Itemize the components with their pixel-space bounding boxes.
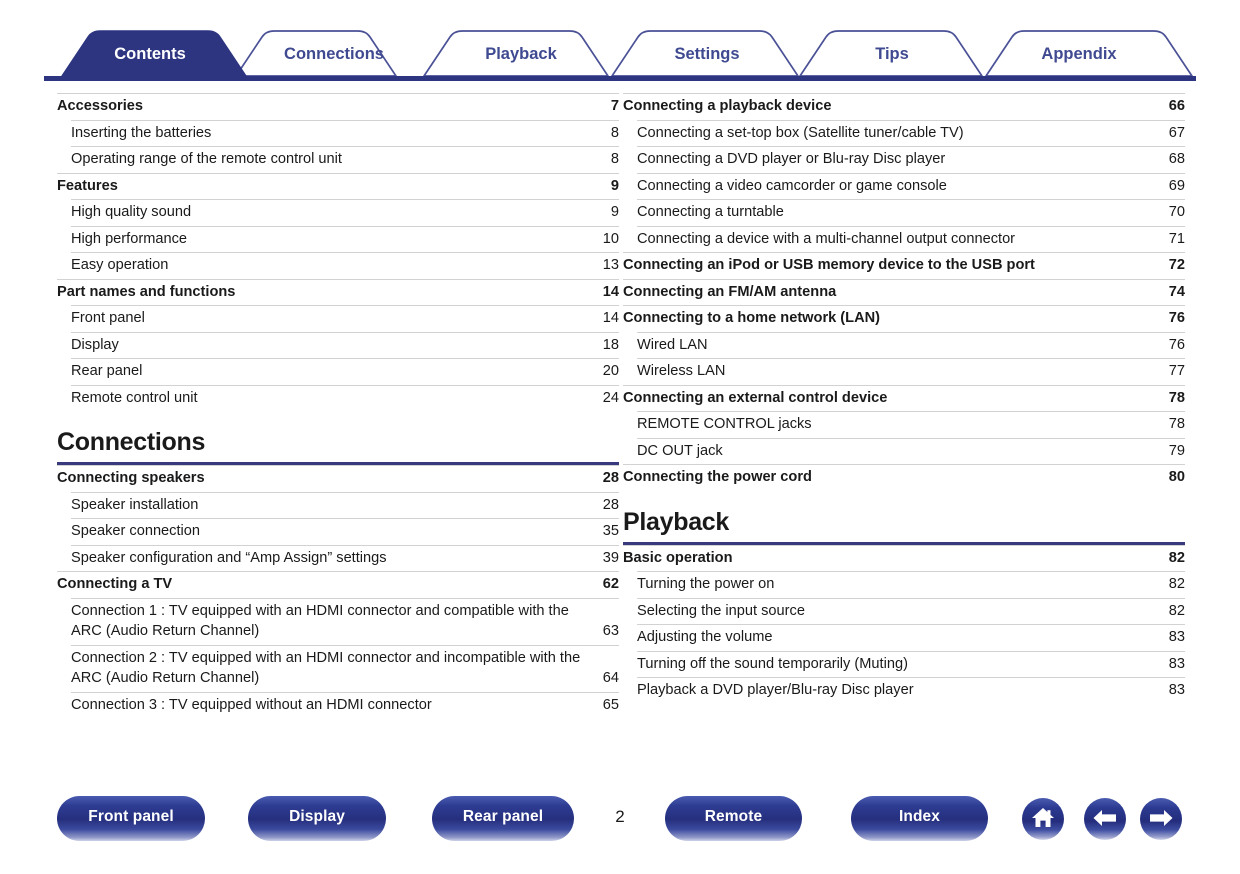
- toc-entry[interactable]: [623, 305, 1185, 332]
- toc-entry-title: Easy operation: [71, 257, 169, 273]
- toc-entry-title: REMOTE CONTROL jacks: [637, 416, 812, 432]
- toc-entry[interactable]: [71, 358, 619, 385]
- toc-entry[interactable]: [71, 645, 619, 692]
- toc-entry-title: Operating range of the remote control unit: [71, 151, 342, 167]
- toc-entry-title: Connecting a set-top box (Satellite tuner/cable TV): [637, 124, 964, 141]
- toc-entry[interactable]: [57, 173, 619, 200]
- toc-entry-page: 35: [602, 523, 619, 539]
- page-number: 2: [615, 807, 625, 826]
- toc-entry-title: Connecting a turntable: [637, 204, 784, 220]
- toc-entry-page: 70: [1168, 204, 1185, 220]
- toc-entry[interactable]: [637, 199, 1185, 226]
- tab-contents[interactable]: Contents: [114, 45, 186, 63]
- toc-entry-page: 82: [1168, 576, 1185, 592]
- toc-entry[interactable]: [71, 252, 619, 279]
- toc-entry-page: 8: [610, 151, 619, 167]
- toc-entry-title: Features: [57, 177, 118, 194]
- toc-entry-page: 78: [1168, 416, 1185, 432]
- toc-entry-page: 63: [602, 623, 619, 639]
- toc-entry-title: Basic operation: [623, 549, 733, 566]
- toc-entry-title: Part names and functions: [57, 283, 236, 300]
- footer-button-label: Front panel: [88, 807, 174, 825]
- toc-list: [57, 93, 619, 411]
- footer-button-label: Remote: [704, 807, 763, 825]
- toc-entry[interactable]: [637, 146, 1185, 173]
- toc-entry-title: Display: [71, 336, 119, 353]
- toc-entry[interactable]: [71, 385, 619, 412]
- toc-list: [623, 545, 1185, 704]
- footer-navigation: [0, 796, 1240, 860]
- section-heading: Connections: [57, 428, 206, 456]
- toc-entry-page: 28: [602, 470, 619, 486]
- toc-entry-title: Connecting a device with a multi-channel output connector: [637, 230, 1016, 247]
- toc-entry-page: 82: [1168, 602, 1185, 619]
- toc-entry-page: 82: [1168, 549, 1185, 566]
- toc-entry-page: 76: [1168, 336, 1185, 353]
- tab-settings[interactable]: Settings: [674, 45, 740, 63]
- toc-entry-page: 18: [602, 336, 619, 353]
- back-icon[interactable]: [1084, 798, 1126, 840]
- toc-entry-title: Rear panel: [71, 363, 143, 379]
- toc-entry-title: Connecting a DVD player or Blu-ray Disc player: [637, 151, 946, 167]
- toc-column-left: [57, 93, 619, 718]
- toc-entry-title: Connection 3 : TV equipped without an HDMI connector: [71, 696, 432, 713]
- toc-entry[interactable]: [57, 465, 619, 492]
- tab-tips[interactable]: Tips: [875, 45, 909, 63]
- toc-entry-page: 20: [602, 363, 619, 379]
- toc-entry-page: 79: [1168, 442, 1185, 459]
- toc-entry[interactable]: [57, 93, 619, 120]
- toc-entry[interactable]: [637, 438, 1185, 465]
- forward-icon[interactable]: [1140, 798, 1182, 840]
- toc-entry-page: 13: [602, 257, 619, 273]
- toc-entry-page: 14: [602, 283, 619, 300]
- toc-entry-page: 64: [602, 670, 619, 686]
- toc-entry-page: 9: [610, 204, 619, 220]
- toc-entry-title: Speaker connection: [71, 523, 200, 539]
- toc-entry[interactable]: [71, 199, 619, 226]
- toc-entry-page: 83: [1168, 629, 1185, 645]
- toc-entry-title: Wired LAN: [637, 336, 708, 353]
- toc-entry[interactable]: [637, 598, 1185, 625]
- toc-entry[interactable]: [637, 624, 1185, 651]
- toc-entry-title: Turning the power on: [637, 576, 775, 592]
- toc-entry-page: 67: [1168, 124, 1185, 141]
- toc-entry-title: Connecting a playback device: [623, 98, 832, 114]
- home-icon[interactable]: [1022, 798, 1064, 840]
- footer-button-label: Display: [289, 807, 345, 825]
- toc-list: [623, 93, 1185, 491]
- tab-playback[interactable]: Playback: [485, 45, 557, 63]
- toc-entry-title: Selecting the input source: [637, 602, 805, 619]
- toc-entry-title: Connecting a video camcorder or game console: [637, 177, 947, 194]
- toc-entry-page: 8: [610, 124, 619, 141]
- toc-entry-page: 83: [1168, 655, 1185, 672]
- toc-entry[interactable]: [623, 545, 1185, 572]
- footer-button-label: Index: [899, 807, 940, 825]
- footer-button[interactable]: [851, 796, 988, 841]
- toc-entry-title: Speaker configuration and “Amp Assign” settings: [71, 549, 387, 566]
- toc-entry-page: 68: [1168, 151, 1185, 167]
- toc-entry[interactable]: [71, 518, 619, 545]
- toc-entry-page: 80: [1168, 469, 1185, 485]
- section-heading: Playback: [623, 507, 730, 536]
- toc-entry-title: Accessories: [57, 98, 144, 114]
- footer-button-label: Rear panel: [462, 807, 544, 825]
- toc-entry[interactable]: [71, 332, 619, 359]
- tab-underline: [44, 76, 1196, 81]
- toc-entry-title: Connecting to a home network (LAN): [623, 310, 881, 326]
- toc-entry[interactable]: [57, 279, 619, 306]
- toc-entry[interactable]: [623, 252, 1185, 279]
- footer-button[interactable]: [432, 796, 574, 841]
- toc-entry-page: 69: [1168, 177, 1185, 194]
- toc-entry-page: 10: [602, 230, 619, 247]
- toc-entry-page: 77: [1168, 363, 1185, 379]
- toc-entry-title: Connecting the power cord: [623, 469, 812, 485]
- toc-entry[interactable]: [637, 173, 1185, 200]
- toc-entry-title: Connecting an iPod or USB memory device to the USB port: [623, 257, 1035, 273]
- toc-entry-page: 7: [610, 98, 619, 114]
- toc-entry[interactable]: [623, 93, 1185, 120]
- tab-bar: [0, 0, 1240, 84]
- toc-entry[interactable]: [637, 120, 1185, 147]
- toc-entry-title: Connecting an FM/AM antenna: [623, 283, 837, 300]
- footer-button[interactable]: [248, 796, 386, 841]
- toc-entry[interactable]: [71, 492, 619, 519]
- toc-entry[interactable]: [637, 411, 1185, 438]
- toc-entry-page: 78: [1168, 389, 1185, 406]
- toc-entry-title: Connecting speakers: [57, 470, 205, 486]
- toc-entry-page: 14: [602, 310, 619, 326]
- toc-entry[interactable]: [623, 279, 1185, 306]
- toc-list: [57, 465, 619, 718]
- toc-entry-title: Speaker installation: [71, 496, 199, 513]
- toc-entry[interactable]: [71, 598, 619, 645]
- toc-entry[interactable]: [637, 332, 1185, 359]
- toc-entry-title: Adjusting the volume: [637, 629, 773, 645]
- toc-entry[interactable]: [71, 120, 619, 147]
- toc-entry[interactable]: [71, 146, 619, 173]
- toc-entry-page: 9: [610, 177, 619, 194]
- toc-entry-title: High performance: [71, 230, 187, 247]
- toc-entry[interactable]: [623, 464, 1185, 491]
- toc-entry-page: 65: [602, 696, 619, 713]
- toc-column-right: [623, 93, 1185, 704]
- toc-entry-title: Inserting the batteries: [71, 124, 212, 141]
- toc-entry-title: Connection 1 : TV equipped with an HDMI connector and compatible with the ARC (Audio Return Channel): [71, 602, 569, 639]
- toc-entry[interactable]: [71, 226, 619, 253]
- footer-button[interactable]: [665, 796, 802, 841]
- toc-entry-page: 39: [602, 549, 619, 566]
- toc-entry-page: 62: [602, 576, 619, 592]
- toc-entry[interactable]: [637, 226, 1185, 253]
- toc-entry[interactable]: [71, 545, 619, 572]
- toc-entry-title: DC OUT jack: [637, 442, 723, 459]
- toc-entry-title: Connecting a TV: [57, 576, 173, 592]
- toc-entry-title: Remote control unit: [71, 389, 198, 406]
- toc-entry-title: Turning off the sound temporarily (Muting): [637, 655, 908, 672]
- toc-entry[interactable]: [637, 677, 1185, 704]
- toc-entry-page: 74: [1168, 283, 1185, 300]
- footer-button[interactable]: [57, 796, 205, 841]
- toc-entry[interactable]: [637, 651, 1185, 678]
- toc-entry-title: High quality sound: [71, 204, 192, 220]
- toc-entry[interactable]: [71, 305, 619, 332]
- toc-entry[interactable]: [637, 571, 1185, 598]
- tab-shapes: [0, 0, 1240, 84]
- toc-entry-page: 71: [1168, 230, 1185, 247]
- toc-entry-title: Connecting an external control device: [623, 389, 888, 406]
- toc-entry[interactable]: [71, 692, 619, 719]
- toc-entry-page: 66: [1168, 98, 1185, 114]
- toc-entry-title: Playback a DVD player/Blu-ray Disc player: [637, 682, 914, 698]
- toc-entry[interactable]: [57, 571, 619, 598]
- toc-entry-title: Connection 2 : TV equipped with an HDMI connector and incompatible with the ARC (Audio Return Channel): [71, 649, 581, 686]
- toc-entry-title: Wireless LAN: [637, 363, 726, 379]
- toc-entry-page: 24: [602, 389, 619, 406]
- tab-appendix[interactable]: Appendix: [1041, 45, 1117, 63]
- toc-entry-page: 72: [1168, 257, 1185, 273]
- toc-entry-page: 28: [602, 496, 619, 513]
- toc-entry-page: 76: [1168, 310, 1185, 326]
- tab-connections[interactable]: Connections: [284, 45, 384, 63]
- toc-entry-title: Front panel: [71, 310, 145, 326]
- toc-entry[interactable]: [623, 385, 1185, 412]
- toc-entry-page: 83: [1168, 682, 1185, 698]
- toc-entry[interactable]: [637, 358, 1185, 385]
